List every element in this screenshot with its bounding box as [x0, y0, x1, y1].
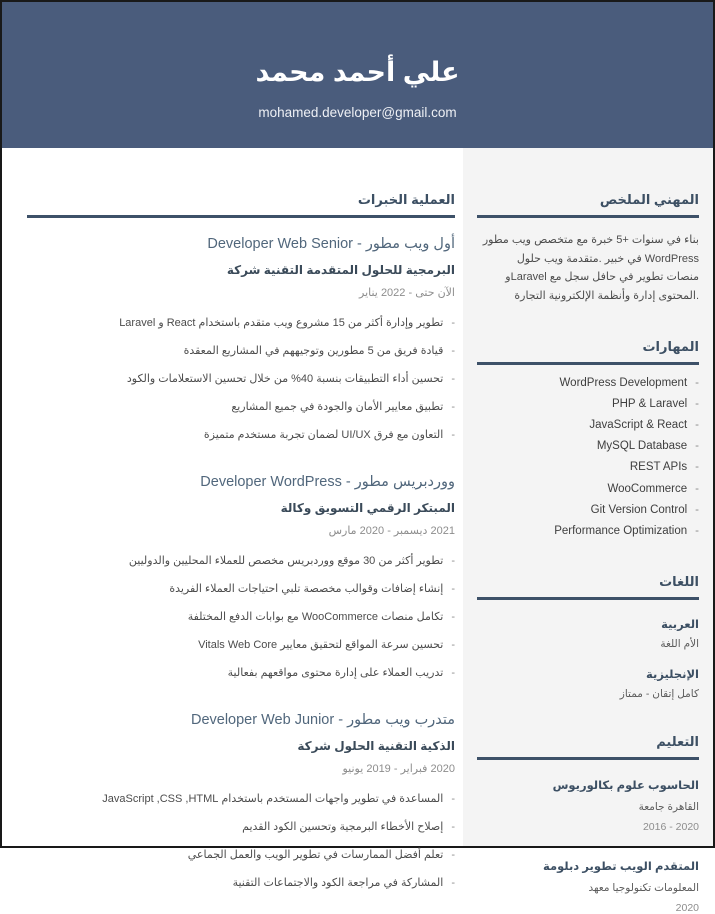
language-name: الإنجليزية	[646, 668, 699, 681]
job-bullet-list	[27, 784, 455, 896]
dash-bullet-icon: -	[695, 376, 699, 389]
bullet-text: تكامل منصات WooCommerce مع بوابات الدفع المختلفة	[187, 610, 444, 623]
bullet-text: المشاركة في مراجعة الكود والاجتماعات التقنية	[232, 876, 444, 889]
skill-label: PHP & Laravel	[611, 397, 688, 410]
dash-bullet-icon: -	[451, 610, 455, 623]
bullet-item	[27, 546, 455, 574]
section-title-education: التعليم	[477, 734, 699, 760]
bullet-item	[27, 840, 455, 868]
education-school: جامعة القاهرة	[638, 800, 699, 813]
bullet-item	[27, 364, 455, 392]
skill-item	[477, 414, 699, 435]
section-title-skills: المهارات	[477, 339, 699, 365]
dash-bullet-icon: -	[451, 316, 455, 329]
language-level: اللغة الأم	[660, 637, 699, 650]
bullet-text: المساعدة في تطوير واجهات المستخدم باستخدام JavaScript ,CSS ,HTML	[102, 792, 444, 805]
summary-text: مطور ويب متخصص مع خبرة 5+ سنوات في بناء حلول ويب متقدمة. خبير في WordPress وLaravel مع سجل حافل في تطوير منصات التجارة الإلكترونية وأنظمة إدارة المحتوى.	[482, 234, 699, 302]
job-company: شركة الحلول التقنية الذكية	[297, 739, 455, 753]
skill-label: WooCommerce	[607, 482, 688, 495]
bullet-item	[27, 336, 455, 364]
bullet-item	[27, 420, 455, 448]
dash-bullet-icon: -	[695, 440, 699, 453]
skill-item	[477, 478, 699, 499]
skill-list	[477, 372, 699, 542]
dash-bullet-icon: -	[695, 461, 699, 474]
dash-bullet-icon: -	[451, 372, 455, 385]
dash-bullet-icon: -	[451, 876, 455, 889]
job-period: مارس 2020 - ديسمبر 2021	[328, 525, 455, 537]
dash-bullet-icon: -	[451, 400, 455, 413]
email-text: mohamed.developer@gmail.com	[258, 105, 457, 120]
dash-bullet-icon: -	[451, 344, 455, 357]
education-item	[477, 859, 699, 914]
bullet-item	[27, 658, 455, 686]
dash-bullet-icon: -	[695, 482, 699, 495]
experience-column	[2, 148, 463, 889]
bullet-item	[27, 574, 455, 602]
section-title-languages: اللغات	[477, 574, 699, 600]
bullet-item	[27, 602, 455, 630]
skill-item	[477, 393, 699, 414]
section-title-summary: الملخص المهني	[477, 192, 699, 218]
skills-section	[477, 339, 699, 542]
skill-label: WordPress Development	[559, 376, 688, 389]
header-banner	[2, 2, 713, 148]
skill-label: MySQL Database	[596, 440, 688, 453]
dash-bullet-icon: -	[695, 524, 699, 537]
skill-item	[477, 457, 699, 478]
job-entry-1	[27, 236, 455, 448]
education-school: معهد تكنولوجيا المعلومات	[588, 881, 699, 894]
skill-label: REST APIs	[629, 461, 688, 474]
person-name: محمد أحمد علي	[255, 57, 460, 87]
bullet-text: تطبيق معايير الأمان والجودة في جميع المشاريع	[231, 400, 444, 413]
skill-label: Performance Optimization	[554, 524, 688, 537]
dash-bullet-icon: -	[695, 418, 699, 431]
education-item	[477, 778, 699, 833]
job-title: Developer WordPress - مطور ووردبريس	[200, 474, 455, 490]
bullet-text: التعاون مع فرق UI/UX لضمان تجربة مستخدم متميزة	[203, 428, 444, 441]
education-degree: دبلومة تطوير الويب المتقدم	[542, 860, 699, 873]
dash-bullet-icon: -	[451, 792, 455, 805]
job-bullet-list	[27, 546, 455, 686]
bullet-text: إنشاء إضافات وقوالب مخصصة تلبي احتياجات العملاء الفريدة	[169, 582, 444, 595]
job-entry-3	[27, 712, 455, 896]
dash-bullet-icon: -	[451, 666, 455, 679]
bullet-text: إصلاح الأخطاء البرمجية وتحسين الكود القديم	[242, 820, 444, 833]
language-item	[477, 617, 699, 650]
dash-bullet-icon: -	[451, 554, 455, 567]
dash-bullet-icon: -	[451, 848, 455, 861]
bullet-text: تعلم أفضل الممارسات في تطوير الويب والعمل الجماعي	[187, 848, 444, 861]
skill-label: JavaScript & React	[589, 418, 688, 431]
bullet-text: تطوير وإدارة أكثر من 15 مشروع ويب متقدم باستخدام React و Laravel	[119, 316, 444, 329]
bullet-item	[27, 868, 455, 896]
skill-item	[477, 499, 699, 520]
dash-bullet-icon: -	[451, 428, 455, 441]
education-section	[477, 734, 699, 914]
bullet-text: قيادة فريق من 5 مطورين وتوجيههم في المشاريع المعقدة	[183, 344, 444, 357]
job-entry-2	[27, 474, 455, 686]
dash-bullet-icon: -	[695, 503, 699, 516]
dash-bullet-icon: -	[451, 638, 455, 651]
language-level: ممتاز - إتقان كامل	[619, 687, 699, 700]
dash-bullet-icon: -	[695, 397, 699, 410]
bullet-text: تطوير أكثر من 30 موقع ووردبريس مخصص للعملاء المحليين والدوليين	[128, 554, 444, 567]
job-bullet-list	[27, 308, 455, 448]
skill-label: Git Version Control	[590, 503, 688, 516]
summary-section	[477, 192, 699, 305]
job-period: يناير 2022 - حتى الآن	[359, 287, 455, 299]
bullet-item	[27, 630, 455, 658]
languages-section	[477, 574, 699, 700]
job-title: Developer Web Senior - مطور ويب أول	[207, 236, 455, 252]
skill-item	[477, 520, 699, 541]
skill-item	[477, 436, 699, 457]
language-item	[477, 667, 699, 700]
education-degree: بكالوريوس علوم الحاسوب	[552, 779, 699, 792]
job-title: Developer Web Junior - مطور ويب متدرب	[190, 712, 455, 728]
bullet-item	[27, 812, 455, 840]
education-period: 2020	[675, 901, 699, 914]
bullet-item	[27, 308, 455, 336]
content-area	[2, 148, 713, 914]
job-company: وكالة التسويق الرقمي المبتكر	[280, 501, 455, 515]
education-period: 2016 - 2020	[642, 820, 699, 833]
dash-bullet-icon: -	[451, 582, 455, 595]
sidebar	[463, 148, 713, 914]
bullet-text: تحسين أداء التطبيقات بنسبة 40% من خلال تحسين الاستعلامات والكود	[126, 372, 444, 385]
bullet-item	[27, 392, 455, 420]
job-company: شركة التقنية المتقدمة للحلول البرمجية	[226, 263, 455, 277]
section-title-experience: الخبرات العملية	[27, 192, 455, 218]
bullet-text: تدريب العملاء على إدارة محتوى مواقعهم بفعالية	[227, 666, 444, 679]
skill-item	[477, 372, 699, 393]
bullet-item	[27, 784, 455, 812]
dash-bullet-icon: -	[451, 820, 455, 833]
bullet-text: تحسين سرعة المواقع لتحقيق معايير Vitals Web Core	[198, 638, 444, 651]
job-period: يونيو 2019 - فبراير 2020	[342, 763, 455, 775]
language-name: العربية	[661, 618, 699, 631]
